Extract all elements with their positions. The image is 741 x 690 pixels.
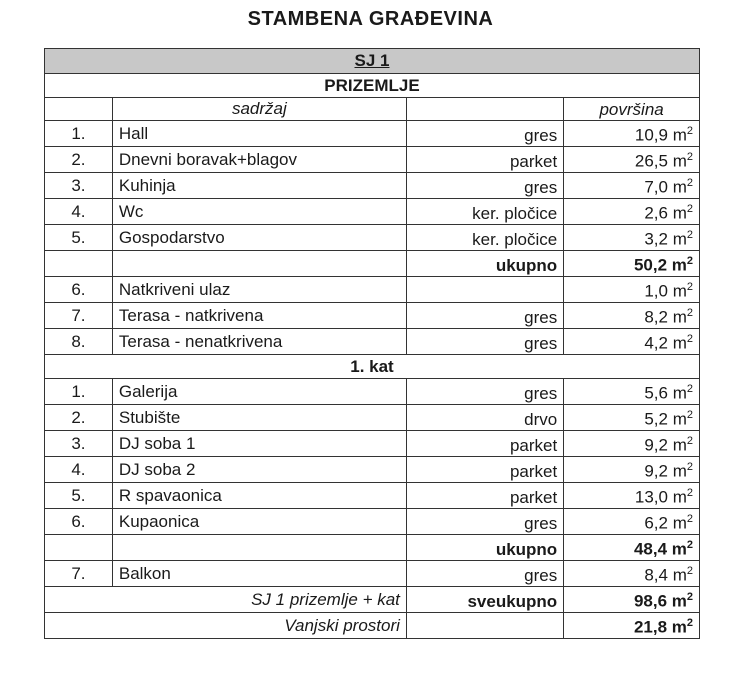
- unit-superscript: 2: [686, 591, 693, 604]
- first-floor-heading: 1. kat: [45, 355, 700, 379]
- room-number: 6.: [45, 509, 113, 535]
- subtotal-blank: [112, 535, 406, 561]
- room-name: Kupaonica: [112, 509, 406, 535]
- room-material: gres: [406, 121, 563, 147]
- header-blank: [45, 98, 113, 121]
- unit-superscript: 2: [686, 539, 693, 552]
- room-name: Hall: [112, 121, 406, 147]
- unit-superscript: 2: [686, 487, 693, 500]
- ground-floor-heading-row: [45, 74, 700, 98]
- room-name: DJ soba 1: [112, 431, 406, 457]
- header-content: sadržaj: [112, 98, 406, 121]
- room-row: [45, 303, 700, 329]
- room-material: gres: [406, 561, 563, 587]
- room-row: [45, 509, 700, 535]
- room-material: [406, 277, 563, 303]
- room-row: [45, 457, 700, 483]
- subtotal-area: [564, 251, 700, 277]
- room-row: [45, 277, 700, 303]
- room-material: parket: [406, 457, 563, 483]
- unit-superscript: 2: [686, 203, 693, 216]
- subtotal-area-value: 48,4 m: [633, 540, 687, 559]
- room-area: [564, 329, 700, 355]
- room-area-value: 13,0 m: [634, 488, 687, 507]
- unit-superscript: 2: [686, 281, 693, 294]
- room-area-value: 1,0 m: [644, 282, 687, 301]
- grand-total-description: SJ 1 prizemlje + kat: [45, 587, 407, 613]
- unit-superscript: 2: [686, 151, 693, 164]
- room-area: [564, 225, 700, 251]
- room-area-value: 8,4 m: [644, 566, 687, 585]
- room-number: 1.: [45, 121, 113, 147]
- unit-superscript: 2: [686, 229, 693, 242]
- room-area-value: 9,2 m: [644, 436, 687, 455]
- document-title: STAMBENA GRAĐEVINA: [247, 8, 494, 30]
- room-material: ker. pločice: [406, 225, 563, 251]
- subtotal-label: ukupno: [406, 535, 563, 561]
- header-area: površina: [564, 98, 700, 121]
- unit-superscript: 2: [686, 513, 693, 526]
- room-area-value: 7,0 m: [644, 178, 687, 197]
- room-material: gres: [406, 509, 563, 535]
- unit-superscript: 2: [686, 125, 693, 138]
- unit-superscript: 2: [686, 307, 693, 320]
- room-number: 2.: [45, 405, 113, 431]
- room-area-value: 5,6 m: [644, 384, 687, 403]
- room-name: Stubište: [112, 405, 406, 431]
- room-area-value: 4,2 m: [644, 334, 687, 353]
- room-row: [45, 225, 700, 251]
- room-area: [564, 199, 700, 225]
- unit-superscript: 2: [686, 565, 693, 578]
- room-area: [564, 509, 700, 535]
- first-floor-heading-row: [45, 355, 700, 379]
- outdoor-blank: [406, 613, 563, 639]
- room-name: Galerija: [112, 379, 406, 405]
- ground-floor-heading: PRIZEMLJE: [45, 74, 700, 98]
- room-name: Kuhinja: [112, 173, 406, 199]
- subtotal-blank: [45, 251, 113, 277]
- room-area: [564, 277, 700, 303]
- room-area: [564, 173, 700, 199]
- room-area: [564, 379, 700, 405]
- room-number: 1.: [45, 379, 113, 405]
- room-area-value: 10,9 m: [634, 126, 687, 145]
- room-material: gres: [406, 173, 563, 199]
- room-material: ker. pločice: [406, 199, 563, 225]
- room-name: Dnevni boravak+blagov: [112, 147, 406, 173]
- room-area-value: 8,2 m: [644, 308, 687, 327]
- unit-superscript: 2: [686, 177, 693, 190]
- room-number: 2.: [45, 147, 113, 173]
- room-name: Terasa - natkrivena: [112, 303, 406, 329]
- room-row: [45, 121, 700, 147]
- outdoor-total-row: [45, 613, 700, 639]
- subtotal-row: [45, 535, 700, 561]
- room-row: [45, 405, 700, 431]
- unit-superscript: 2: [686, 617, 693, 630]
- room-area-value: 26,5 m: [634, 152, 687, 171]
- unit-superscript: 2: [686, 333, 693, 346]
- room-row: [45, 561, 700, 587]
- room-area: [564, 457, 700, 483]
- room-area: [564, 303, 700, 329]
- outdoor-area-value: 21,8 m: [633, 618, 687, 637]
- outdoor-description: Vanjski prostori: [45, 613, 407, 639]
- room-area: [564, 483, 700, 509]
- room-area: [564, 121, 700, 147]
- room-row: [45, 379, 700, 405]
- room-name: R spavaonica: [112, 483, 406, 509]
- room-name: Balkon: [112, 561, 406, 587]
- room-row: [45, 173, 700, 199]
- subtotal-blank: [112, 251, 406, 277]
- unit-banner: SJ 1: [45, 49, 700, 74]
- room-name: Wc: [112, 199, 406, 225]
- room-material: parket: [406, 431, 563, 457]
- column-header-row: [45, 98, 700, 121]
- unit-superscript: 2: [686, 383, 693, 396]
- room-row: [45, 431, 700, 457]
- room-material: parket: [406, 483, 563, 509]
- unit-superscript: 2: [686, 435, 693, 448]
- room-number: 5.: [45, 483, 113, 509]
- area-table: [44, 48, 700, 639]
- grand-total-label: sveukupno: [406, 587, 563, 613]
- room-row: [45, 329, 700, 355]
- room-row: [45, 483, 700, 509]
- subtotal-blank: [45, 535, 113, 561]
- room-number: 3.: [45, 431, 113, 457]
- room-material: gres: [406, 303, 563, 329]
- room-area-value: 5,2 m: [644, 410, 687, 429]
- room-number: 7.: [45, 303, 113, 329]
- unit-superscript: 2: [686, 255, 693, 268]
- room-row: [45, 199, 700, 225]
- room-number: 7.: [45, 561, 113, 587]
- room-area: [564, 147, 700, 173]
- subtotal-label: ukupno: [406, 251, 563, 277]
- room-number: 6.: [45, 277, 113, 303]
- room-area: [564, 431, 700, 457]
- room-area-value: 3,2 m: [644, 230, 687, 249]
- room-name: DJ soba 2: [112, 457, 406, 483]
- header-material-blank: [406, 98, 563, 121]
- room-material: parket: [406, 147, 563, 173]
- room-number: 4.: [45, 199, 113, 225]
- room-area-value: 9,2 m: [644, 462, 687, 481]
- room-number: 5.: [45, 225, 113, 251]
- grand-total-row: [45, 587, 700, 613]
- room-area-value: 6,2 m: [644, 514, 687, 533]
- subtotal-area-value: 50,2 m: [633, 256, 687, 275]
- room-number: 8.: [45, 329, 113, 355]
- room-material: gres: [406, 379, 563, 405]
- room-number: 4.: [45, 457, 113, 483]
- room-row: [45, 147, 700, 173]
- subtotal-area: [564, 535, 700, 561]
- room-number: 3.: [45, 173, 113, 199]
- grand-total-area: [564, 587, 700, 613]
- room-area-value: 2,6 m: [644, 204, 687, 223]
- room-area: [564, 405, 700, 431]
- unit-banner-row: [45, 49, 700, 74]
- unit-superscript: 2: [686, 461, 693, 474]
- subtotal-row: [45, 251, 700, 277]
- outdoor-area: [564, 613, 700, 639]
- grand-total-area-value: 98,6 m: [633, 592, 687, 611]
- room-name: Natkriveni ulaz: [112, 277, 406, 303]
- room-name: Gospodarstvo: [112, 225, 406, 251]
- unit-superscript: 2: [686, 409, 693, 422]
- room-material: drvo: [406, 405, 563, 431]
- room-material: gres: [406, 329, 563, 355]
- room-name: Terasa - nenatkrivena: [112, 329, 406, 355]
- room-area: [564, 561, 700, 587]
